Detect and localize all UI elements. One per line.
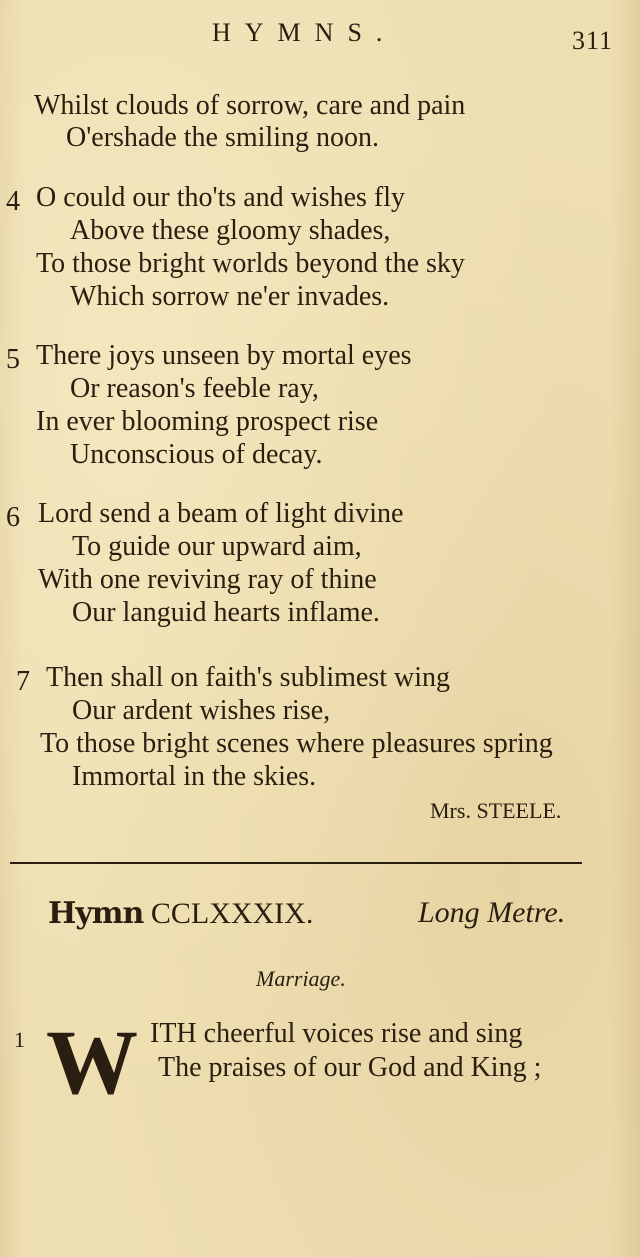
author-attribution: Mrs. STEELE. bbox=[430, 798, 562, 823]
hymn-heading bbox=[48, 896, 566, 931]
page-number: 311 bbox=[572, 26, 614, 55]
verse-line: To guide our upward aim, bbox=[72, 531, 362, 562]
hymn-metre: Long Metre. bbox=[418, 896, 566, 929]
verse-line: Or reason's feeble ray, bbox=[70, 373, 319, 404]
verse-line: Immortal in the skies. bbox=[72, 761, 317, 792]
verse-line: Whilst clouds of sorrow, care and pain bbox=[34, 90, 466, 121]
hymn-number: CCLXXXIX. bbox=[150, 897, 314, 930]
verse-line: O could our tho'ts and wishes fly bbox=[36, 182, 406, 213]
verse-line: Which sorrow ne'er invades. bbox=[70, 281, 390, 312]
verse-line: Our ardent wishes rise, bbox=[72, 695, 331, 726]
drop-cap: W bbox=[46, 1011, 138, 1113]
stanza-number: 1 bbox=[14, 1027, 25, 1052]
verse-line: Above these gloomy shades, bbox=[70, 215, 391, 246]
verse-line: Then shall on faith's sublimest wing bbox=[46, 662, 451, 693]
hymn-subject: Marriage. bbox=[256, 966, 346, 991]
verse-line: Unconscious of decay. bbox=[70, 439, 323, 470]
stanza-number: 4 bbox=[6, 186, 20, 217]
verse-line: There joys unseen by mortal eyes bbox=[36, 340, 412, 371]
verse-line: In ever blooming prospect rise bbox=[36, 406, 379, 437]
verse-line: Lord send a beam of light divine bbox=[38, 498, 404, 529]
stanza-number: 7 bbox=[16, 666, 30, 697]
verse-line: O'ershade the smiling noon. bbox=[66, 122, 379, 153]
hymn-label: Hymn bbox=[48, 896, 144, 931]
section-divider bbox=[10, 862, 582, 864]
stanza-number: 6 bbox=[6, 502, 20, 533]
verse-line: ITH cheerful voices rise and sing bbox=[150, 1018, 523, 1049]
verse-line: Our languid hearts inflame. bbox=[72, 597, 380, 628]
verse-line: The praises of our God and King ; bbox=[158, 1052, 542, 1083]
stanza-number: 5 bbox=[6, 344, 20, 375]
running-title: HYMNS. bbox=[212, 18, 397, 47]
verse-line: To those bright worlds beyond the sky bbox=[36, 248, 465, 279]
verse-line: To those bright scenes where pleasures spring bbox=[40, 728, 553, 759]
verse-line: With one reviving ray of thine bbox=[38, 564, 377, 595]
